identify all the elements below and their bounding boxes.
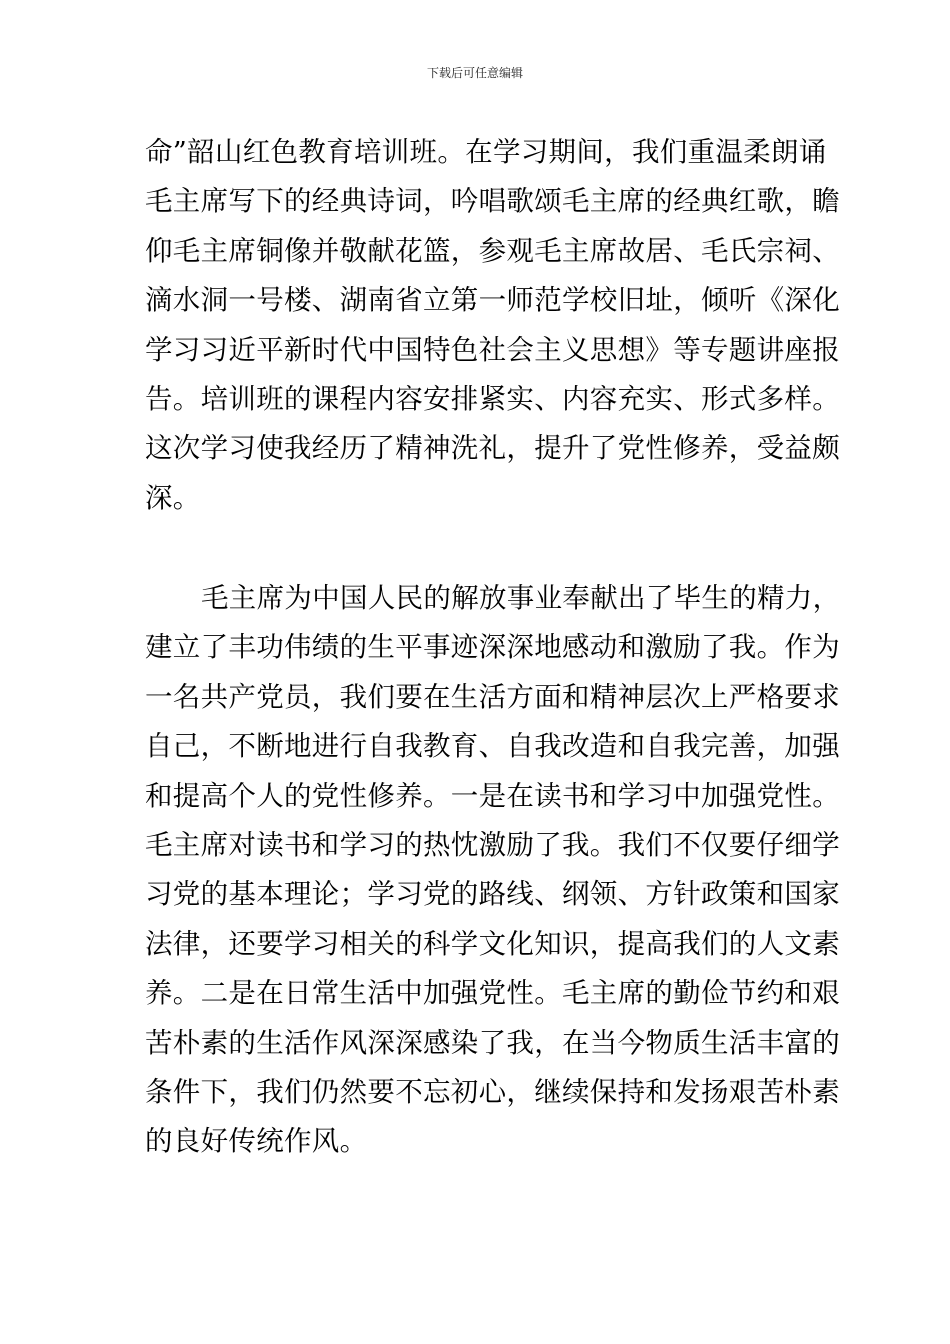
paragraph-line: 学习习近平新时代中国特色社会主义思想》等专题讲座报 [145,333,840,366]
paragraph-line: 滴水洞一号楼、湖南省立第一师范学校旧址，倾听《深化 [145,284,840,317]
paragraph-line: 毛主席对读书和学习的热忱激励了我。我们不仅要仔细学 [145,829,840,862]
page-header: 下载后可任意编辑 [426,66,523,80]
paragraph-line: 建立了丰功伟绩的生平事迹深深地感动和激励了我。作为 [145,631,840,664]
paragraph-line: 深。 [145,481,201,514]
paragraph-line: 习党的基本理论；学习党的路线、纲领、方针政策和国家 [145,878,840,911]
paragraph-line: 条件下，我们仍然要不忘初心，继续保持和发扬艰苦朴素 [145,1076,840,1109]
paragraph-line: 一名共产党员，我们要在生活方面和精神层次上严格要求 [145,680,840,713]
paragraph-line: 养。二是在日常生活中加强党性。毛主席的勤俭节约和艰 [145,977,840,1010]
paragraph-line: 毛主席为中国人民的解放事业奉献出了毕生的精力， [201,582,841,614]
paragraph-line: 毛主席写下的经典诗词，吟唱歌颂毛主席的经典红歌，瞻 [145,185,840,218]
paragraph-1 [145,128,840,523]
paragraph-line: 自己，不断地进行自我教育、自我改造和自我完善，加强 [145,730,840,763]
paragraph-line: 这次学习使我经历了精神洗礼，提升了党性修养，受益颇 [145,432,840,465]
paragraph-line: 命”韶山红色教育培训班。在学习期间，我们重温柔朗诵 [145,136,827,168]
paragraph-line: 苦朴素的生活作风深深感染了我，在当今物质生活丰富的 [145,1026,840,1059]
paragraph-line: 的良好传统作风。 [145,1125,368,1158]
paragraph-2 [145,574,841,1167]
paragraph-line: 和提高个人的党性修养。一是在读书和学习中加强党性。 [145,779,840,812]
paragraph-line: 仰毛主席铜像并敬献花篮，参观毛主席故居、毛氏宗祠、 [145,234,840,267]
paragraph-line: 法律，还要学习相关的科学文化知识，提高我们的人文素 [145,927,840,960]
paragraph-line: 告。培训班的课程内容安排紧实、内容充实、形式多样。 [145,383,840,416]
